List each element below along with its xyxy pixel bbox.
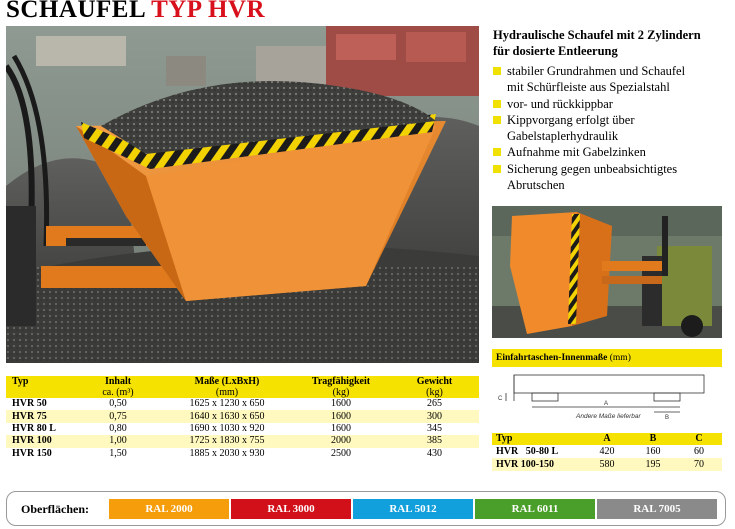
headline-line-2: für dosierte Entleerung [493,44,618,58]
cell-trag: 1600 [292,410,390,422]
col-header-masse: Maße (LxBxH) (mm) [162,376,292,398]
einfahrtaschen-heading [492,349,722,367]
col-header-typ: Typ [492,433,584,445]
swatch-ral-6011: RAL 6011 [475,499,595,519]
diagram-note: Andere Maße lieferbar [576,413,641,420]
col-header-gewicht: Gewicht (kg) [390,376,479,398]
cell-typ: HVR 100-150 [492,458,584,471]
cell-typ: HVR 80 L [6,423,74,435]
cell-inhalt: 0,75 [74,410,162,422]
feature-text: vor- und rückkippbar [507,96,613,111]
cell-masse: 1725 x 1830 x 755 [162,435,292,447]
cell-masse: 1640 x 1630 x 650 [162,410,292,422]
cell-c: 70 [676,458,722,471]
feature-text: Sicherung gegen unbeabsichtigtes [507,161,678,176]
spec-table [6,376,479,460]
cell-typ: HVR 75 [6,410,74,422]
col-header-tragfaehigkeit: Tragfähigkeit (kg) [292,376,390,398]
spec-header-row [6,376,479,398]
table-row [6,410,479,422]
cell-c: 60 [694,446,704,457]
fork-pocket-diagram [492,367,722,433]
cell-inhalt: 0,50 [74,398,162,410]
bullet-square-icon [493,67,501,75]
col-header-c: C [676,433,722,445]
cell-typ: HVR 150 [6,448,74,460]
title-part-2: TYP HVR [151,0,266,23]
cell-gewicht: 385 [390,435,479,447]
side-product-photo [492,206,722,338]
col-header-a: A [584,433,630,445]
feature-item [493,63,733,96]
feature-text: Abrutschen [507,178,565,193]
einfahrtaschen-unit: (mm) [609,353,631,363]
dim-label-c: C [498,396,503,402]
feature-text: Kippvorgang erfolgt über [507,112,635,127]
swatch-ral-3000: RAL 3000 [231,499,351,519]
cell-inhalt: 1,00 [74,435,162,447]
einfahrtaschen-header-row [492,433,722,445]
page-title [6,0,265,24]
table-row [6,423,479,435]
feature-text: Gabelstaplerhydraulik [507,129,619,144]
cell-trag: 2500 [292,448,390,460]
cell-trag: 2000 [292,435,390,447]
col-header-typ: Typ [6,376,74,398]
cell-gewicht: 345 [390,423,479,435]
table-row [492,445,722,458]
cell-typ: HVR 50-80 L [496,446,559,457]
cell-gewicht: 430 [390,448,479,460]
einfahrtaschen-title: Einfahrtaschen-Innenmaße [496,353,608,363]
feature-text: stabiler Grundrahmen und Schaufel [507,64,686,78]
surface-colors-bar [6,491,726,526]
cell-inhalt: 1,50 [74,448,162,460]
feature-item [493,161,733,194]
cell-a: 420 [599,446,615,457]
bullet-square-icon [493,100,501,108]
cell-inhalt: 0,80 [74,423,162,435]
title-part-1: SCHAUFEL [6,0,145,23]
dim-label-a: A [604,401,609,407]
cell-typ: HVR 50 [6,398,74,410]
product-headline [493,27,733,59]
cell-typ: HVR 100 [6,435,74,447]
cell-gewicht: 300 [390,410,479,422]
cell-masse: 1885 x 2030 x 930 [162,448,292,460]
cell-masse: 1625 x 1230 x 650 [162,398,292,410]
feature-text: mit Schürfleiste aus Spezialstahl [507,80,670,95]
swatch-ral-5012: RAL 5012 [353,499,473,519]
headline-line-1: Hydraulische Schaufel mit 2 Zylindern [493,28,701,42]
cell-masse: 1690 x 1030 x 920 [162,423,292,435]
einfahrtaschen-panel [492,349,722,471]
cell-gewicht: 265 [390,398,479,410]
main-product-photo [6,26,479,363]
feature-item [493,96,733,112]
col-header-inhalt: Inhalt ca. (m³) [74,376,162,398]
swatch-ral-2000: RAL 2000 [109,499,229,519]
cell-b: 160 [645,446,661,457]
bullet-square-icon [493,148,501,156]
table-row [6,448,479,460]
cell-a: 580 [584,458,630,471]
bullet-square-icon [493,165,501,173]
cell-trag: 1600 [292,423,390,435]
feature-list [493,63,733,193]
table-row [6,435,479,447]
swatch-ral-7005: RAL 7005 [597,499,717,519]
cell-trag: 1600 [292,398,390,410]
feature-item [493,144,733,160]
cell-b: 195 [630,458,676,471]
surfaces-label: Oberflächen: [21,502,89,516]
dim-label-b: B [665,415,670,421]
table-row [492,458,722,471]
col-header-b: B [630,433,676,445]
feature-item [493,112,733,145]
feature-text: Aufnahme mit Gabelzinken [507,145,646,160]
einfahrtaschen-table [492,433,722,471]
table-row [6,398,479,410]
bullet-square-icon [493,116,501,124]
